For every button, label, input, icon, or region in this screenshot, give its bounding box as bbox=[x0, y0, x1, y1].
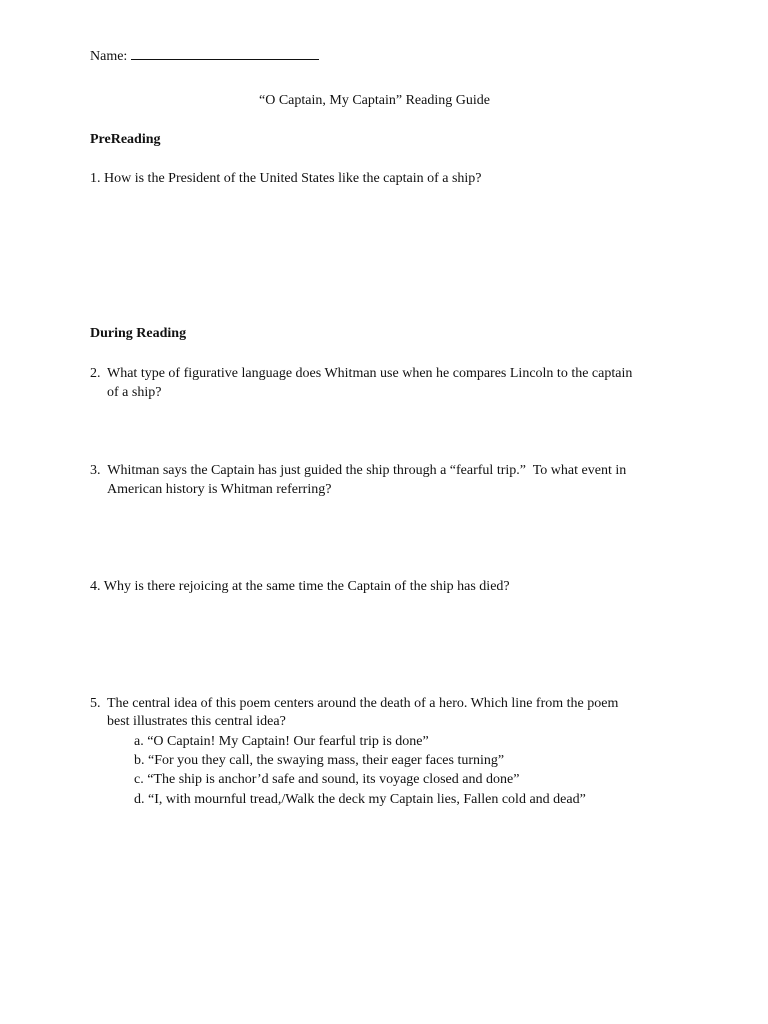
question-5-number: 5. bbox=[90, 696, 101, 711]
question-5-text-line-1: The central idea of this poem centers around the death of a hero. Which line from the poem bbox=[107, 696, 619, 711]
name-blank-line[interactable] bbox=[131, 47, 319, 60]
option-c-text: “The ship is anchor’d safe and sound, its voyage closed and done” bbox=[147, 772, 520, 787]
name-row bbox=[90, 47, 319, 65]
option-b-text: “For you they call, the swaying mass, their eager faces turning” bbox=[148, 753, 505, 768]
option-a-text: “O Captain! My Captain! Our fearful trip is done” bbox=[147, 734, 429, 749]
question-1-number: 1. bbox=[90, 171, 101, 186]
question-3-text-line-2: American history is Whitman referring? bbox=[107, 482, 332, 497]
question-1-text-line-1: How is the President of the United States like the captain of a ship? bbox=[104, 171, 482, 186]
question-5-option-b bbox=[134, 753, 504, 769]
option-d-letter: d. bbox=[134, 792, 145, 807]
question-1 bbox=[90, 171, 482, 187]
question-4 bbox=[90, 579, 510, 595]
option-b-letter: b. bbox=[134, 753, 145, 768]
question-4-number: 4. bbox=[90, 579, 101, 594]
section-heading-prereading: PreReading bbox=[90, 132, 161, 147]
question-5-option-a bbox=[134, 734, 429, 750]
question-2-text-line-2: of a ship? bbox=[107, 385, 162, 400]
question-5-option-d bbox=[134, 792, 586, 808]
option-d-text: “I, with mournful tread,/Walk the deck my Captain lies, Fallen cold and dead” bbox=[148, 792, 586, 807]
question-3-text-line-1: Whitman says the Captain has just guided the ship through a “fearful trip.” To what event in bbox=[104, 463, 627, 478]
option-a-letter: a. bbox=[134, 734, 144, 749]
option-c-letter: c. bbox=[134, 772, 144, 787]
name-label: Name: bbox=[90, 49, 128, 64]
question-4-text-line-1: Why is there rejoicing at the same time the Captain of the ship has died? bbox=[103, 579, 510, 594]
question-5-text-line-2: best illustrates this central idea? bbox=[107, 714, 286, 729]
section-heading-during-reading: During Reading bbox=[90, 326, 187, 341]
question-5-option-c bbox=[134, 772, 519, 788]
question-3-number: 3. bbox=[90, 463, 101, 478]
page-title: “O Captain, My Captain” Reading Guide bbox=[259, 93, 490, 108]
question-2-number: 2. bbox=[90, 366, 101, 381]
question-2-text-line-1: What type of figurative language does Whitman use when he compares Lincoln to the captain bbox=[107, 366, 633, 381]
